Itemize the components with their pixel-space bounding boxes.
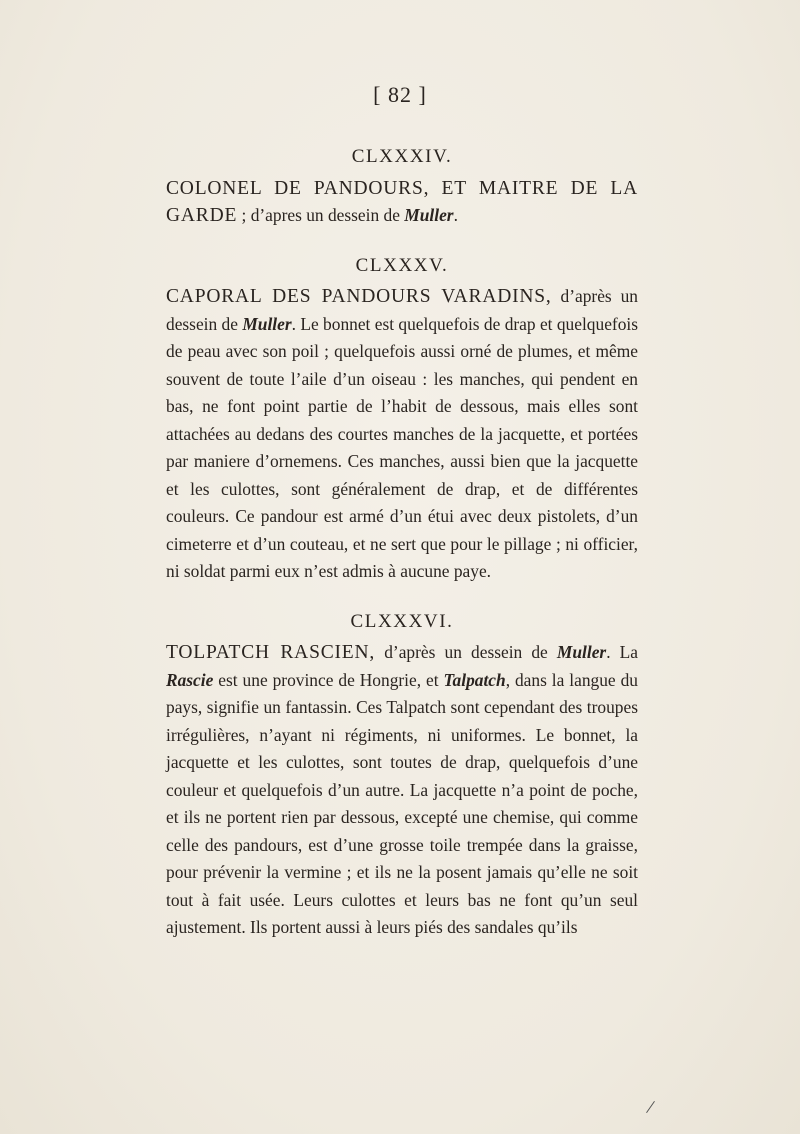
entry-paragraph	[166, 283, 638, 586]
entry-paragraph	[166, 175, 638, 230]
text-column	[166, 143, 638, 964]
entry-title: TOLPATCH RASCIEN,	[166, 642, 376, 663]
entry-text: ; d’apres un dessein de	[237, 205, 405, 225]
entry-italic-author: Muller	[404, 205, 454, 225]
entry-title: COLONEL DE PANDOURS, ET MAITRE DE LA GARDE	[166, 177, 638, 226]
entry-italic-author: Muller	[242, 313, 292, 334]
entry-text: d’après un dessein de	[375, 642, 557, 662]
entry-184	[166, 143, 638, 230]
entry-text: d’après un dessein de	[166, 286, 638, 334]
entry-body: . Le bonnet est quelquefois de drap et quelquefois de peau avec son poil ; quelquefois aussi orné de plumes, et même souvent de toute l’aile d’un oiseau : les manches, qui pendent en bas, ne font point partie de l’habit de dessous, mais elles sont attachées au dedans des courtes manches de la jacquette, et portées par maniere d’ornemens. Ces manches, aussi bien que la jacquette et les culottes, sont généralement de drap, et de différentes couleurs. Ce pandour est armé d’un étui avec deux pistolets, d’un cimeterre et d’un couteau, et ne sert que pour le pillage ; ni officier, ni soldat parmi eux n’est admis à aucune paye.	[166, 313, 638, 581]
entry-italic-author: Muller	[556, 642, 607, 662]
entry-title: CAPORAL DES PANDOURS VARADINS,	[166, 286, 552, 307]
entry-number: CLXXXV.	[355, 254, 449, 276]
entry-body: , dans la langue du pays, signifie un fantassin. Ces Talpatch sont cependant des troupes irrégulières, n’ayant ni régiments, ni uniformes. Le bonnet, la jacquette et les culottes, sont toutes de drap, quelquefois d’une couleur et quelquefois d’un autre. La jacquette n’a point de poche, et ils ne portent rien par dessous, excepté une chemise, qui comme celle des pandours, est d’une grosse toile trempée dans la graisse, pour prévenir la vermine ; et ils ne la posent jamais qu’elle ne soit tout à fait usée. Leurs culottes et leurs bas ne font qu’un seul ajustement. Ils portent aussi à leurs piés des sandales qu’ils	[166, 669, 638, 937]
entry-text-mid2: est une province de Hongrie, et	[213, 669, 444, 690]
entry-paragraph	[166, 639, 638, 942]
entry-number: CLXXXIV.	[351, 146, 453, 167]
stray-mark	[646, 1101, 655, 1113]
entry-italic-place: Rascie	[166, 669, 214, 690]
entry-185	[166, 252, 638, 586]
entry-text-end: .	[453, 205, 458, 225]
entry-text-mid: . La	[606, 642, 638, 662]
entry-italic-term: Talpatch	[443, 669, 506, 690]
page-number: [ 82 ]	[373, 82, 427, 107]
entry-number: CLXXXVI.	[350, 610, 454, 632]
entry-186	[166, 608, 638, 942]
